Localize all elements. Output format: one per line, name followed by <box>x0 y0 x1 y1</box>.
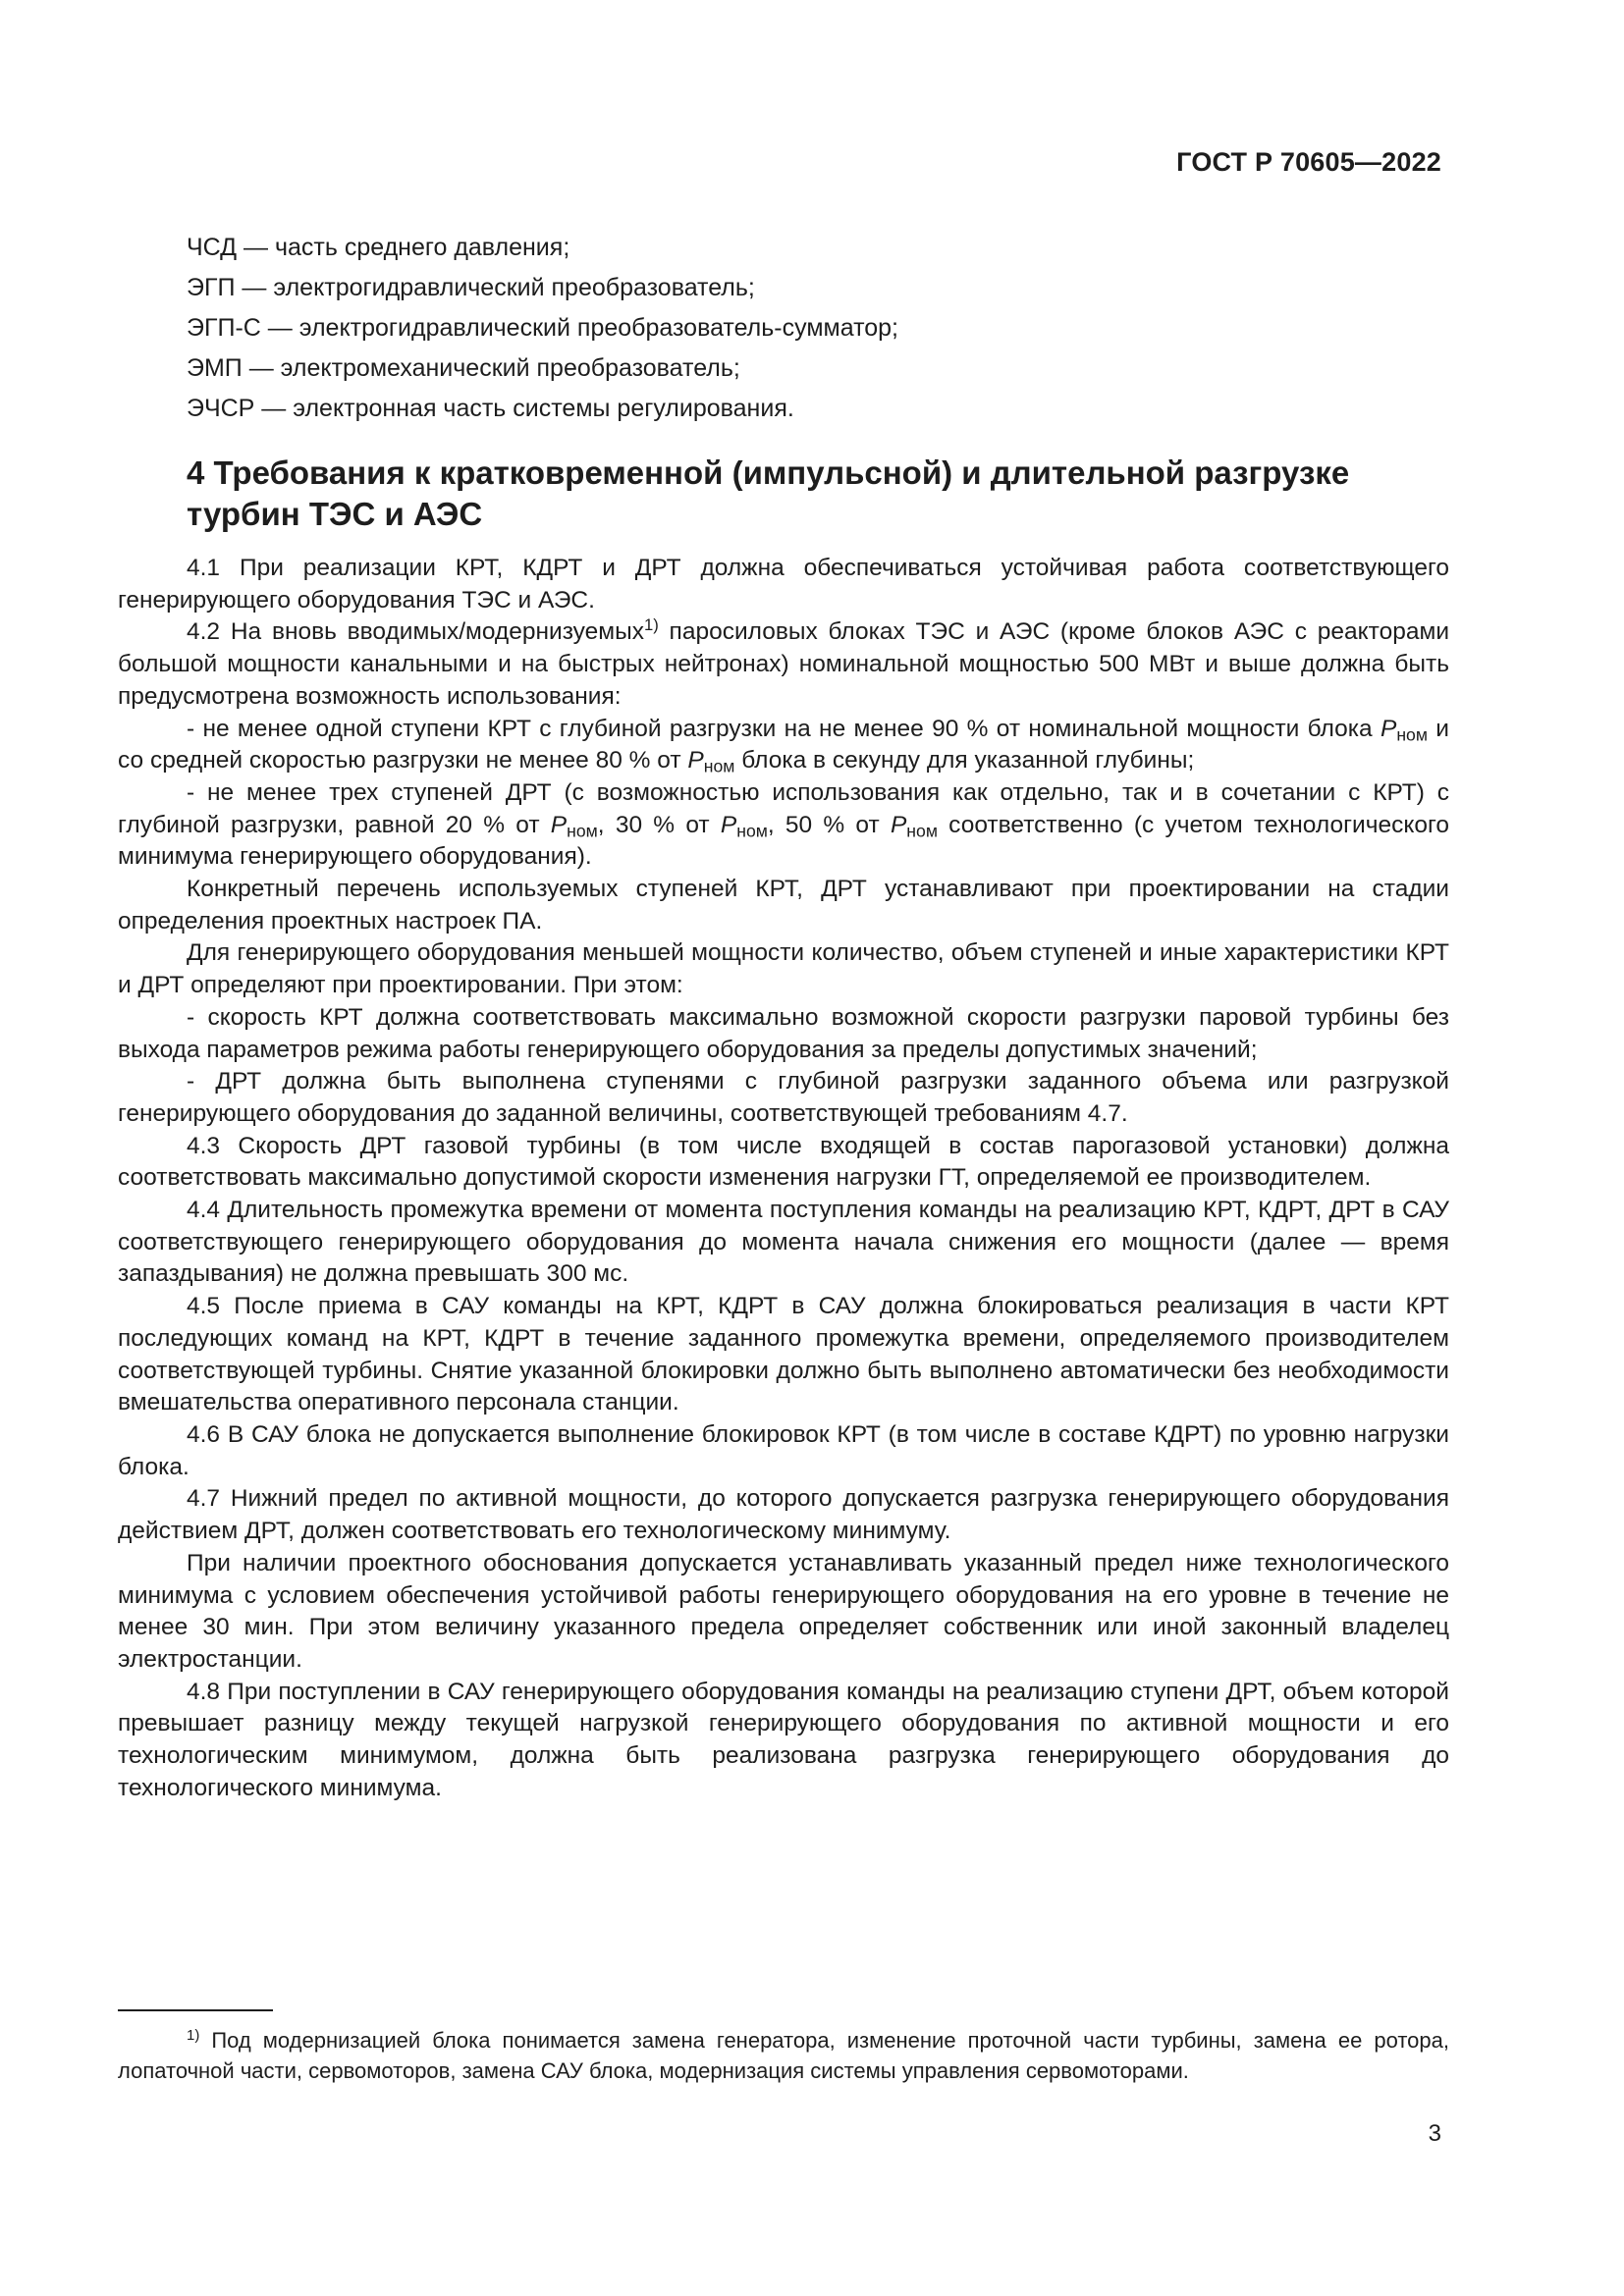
list-item: - ДРТ должна быть выполнена ступенями с глубиной разгрузки заданного объема или разгрузкой генерирующего оборудования до заданной величины, соответствующей требованиям 4.7. <box>118 1068 1449 1127</box>
power-symbol: P <box>720 811 737 838</box>
footnote-text: Под модернизацией блока понимается замена генератора, изменение проточной части турбины, замена ее ротора, лопаточной части, сервомоторов, замена САУ блока, модернизация системы управления сервомоторами. <box>118 2028 1449 2083</box>
list-item-text: , 30 % от <box>597 811 721 838</box>
clause-4-2 <box>118 616 1449 713</box>
clause-4-3: 4.3 Скорость ДРТ газовой турбины (в том числе входящей в состав парогазовой установки) должна соответствовать максимально допустимой скорости изменения нагрузки ГТ, определяемой ее производителем. <box>118 1132 1449 1192</box>
clause-4-2-text: паросиловых блоках ТЭС и АЭС (кроме блоков АЭС с реакторами большой мощности канальными и на быстрых нейтронах) номинальной мощностью 500 МВт и выше должна быть предусмотрена возможность использования: <box>118 618 1449 710</box>
footnote-divider <box>118 2009 273 2011</box>
abbreviation-list <box>187 228 1453 429</box>
paragraph: При наличии проектного обоснования допускается устанавливать указанный предел ниже технологического минимума с условием обеспечения устойчивой работы генерирующего оборудования на его уровне в течение не менее 30 мин. При этом величину указанного предела определяет собственник или иной законный владелец электростанции. <box>118 1549 1449 1673</box>
document-id-header: ГОСТ Р 70605—2022 <box>1176 147 1441 177</box>
power-subscript: ном <box>703 756 735 776</box>
power-subscript: ном <box>567 821 598 841</box>
abbreviation-item: ЭГП — электрогидравлический преобразователь; <box>187 274 755 301</box>
power-subscript: ном <box>1396 723 1428 744</box>
clause-4-8: 4.8 При поступлении в САУ генерирующего оборудования команды на реализацию ступени ДРТ, объем которой превышает разницу между текущей нагрузкой генерирующего оборудования по активной мощности и его технологическим минимумом, должна быть реализована разгрузка генерирующего оборудования до технологического минимума. <box>118 1678 1449 1801</box>
page-number: 3 <box>1428 2120 1441 2147</box>
section-heading <box>187 453 1453 535</box>
list-item-text: соответственно (с учетом технологического минимума генерирующего оборудования). <box>118 811 1449 871</box>
power-subscript: ном <box>906 821 938 841</box>
clause-4-5: 4.5 После приема в САУ команды на КРТ, КДРТ в САУ должна блокироваться реализация в части КРТ последующих команд на КРТ, КДРТ в течение заданного промежутка времени, определяемого производителем соответствующей турбины. Снятие указанной блокировки должно быть выполнено автоматически без необходимости вмешательства оперативного персонала станции. <box>118 1293 1449 1416</box>
abbreviation-item: ЭМП — электромеханический преобразователь; <box>187 354 740 382</box>
footnote <box>118 2025 1449 2086</box>
list-item <box>118 777 1449 874</box>
clause-4-6: 4.6 В САУ блока не допускается выполнение блокировок КРТ (в том числе в составе КДРТ) по уровню нагрузки блока. <box>118 1420 1449 1480</box>
footnote-marker: 1) <box>187 2026 200 2044</box>
list-item-text: блока в секунду для указанной глубины; <box>734 747 1195 774</box>
power-symbol: P <box>890 811 907 838</box>
power-symbol: P <box>687 747 704 774</box>
list-item-text: - не менее трех ступеней ДРТ (с возможностью использования как отдельно, так и в сочетании с КРТ) с глубиной разгрузки, равной 20 % от <box>118 778 1449 838</box>
clause-4-4: 4.4 Длительность промежутка времени от момента поступления команды на реализацию КРТ, КДРТ, ДРТ в САУ соответствующего генерирующего оборудования до момента начала снижения его мощности (далее — время запаздывания) не должна превышать 300 мс. <box>118 1197 1449 1288</box>
power-symbol: P <box>550 811 568 838</box>
power-subscript: ном <box>736 821 768 841</box>
clause-4-7: 4.7 Нижний предел по активной мощности, до которого допускается разгрузка генерирующего оборудования действием ДРТ, должен соответствовать его технологическому минимуму. <box>118 1485 1449 1545</box>
section-heading-line: 4 Требования к кратковременной (импульсной) и длительной разгрузке <box>187 454 1350 491</box>
section-body <box>118 553 1449 1804</box>
section-heading-line: турбин ТЭС и АЭС <box>187 496 483 532</box>
footnote-reference: 1) <box>643 615 659 635</box>
clause-4-1: 4.1 При реализации КРТ, КДРТ и ДРТ должна обеспечиваться устойчивая работа соответствующего генерирующего оборудования ТЭС и АЭС. <box>118 555 1449 614</box>
list-item-text: - не менее одной ступени КРТ с глубиной разгрузки на не менее 90 % от номинальной мощности блока <box>187 715 1380 742</box>
list-item <box>118 714 1449 777</box>
abbreviation-item: ЭЧСР — электронная часть системы регулирования. <box>187 395 794 422</box>
list-item: - скорость КРТ должна соответствовать максимально возможной скорости разгрузки паровой турбины без выхода параметров режима работы генерирующего оборудования за пределы допустимых значений; <box>118 1003 1449 1063</box>
abbreviation-item: ЭГП-С — электрогидравлический преобразователь-сумматор; <box>187 314 898 342</box>
paragraph: Конкретный перечень используемых ступеней КРТ, ДРТ устанавливают при проектировании на стадии определения проектных настроек ПА. <box>118 876 1449 934</box>
power-symbol: P <box>1380 715 1397 742</box>
list-item-text: и со средней скоростью разгрузки не менее 80 % от <box>118 715 1449 774</box>
paragraph: Для генерирующего оборудования меньшей мощности количество, объем ступеней и иные характеристики КРТ и ДРТ определяют при проектировании. При этом: <box>118 939 1449 999</box>
list-item-text: , 50 % от <box>767 811 891 838</box>
abbreviation-item: ЧСД — часть среднего давления; <box>187 234 570 261</box>
clause-4-2-text: 4.2 На вновь вводимых/модернизуемых <box>187 618 644 646</box>
